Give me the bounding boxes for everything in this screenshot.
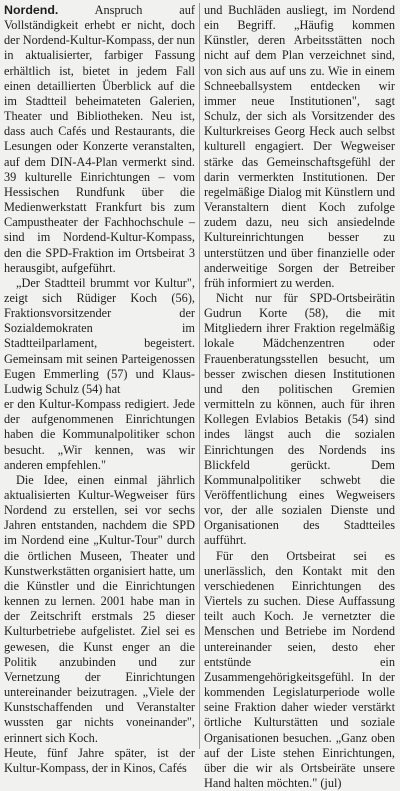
article-column-right [204, 3, 395, 790]
article-paragraph [204, 291, 395, 549]
lead-word: Nordend. [4, 3, 59, 17]
article-paragraph [4, 397, 195, 473]
paragraph-text: Heute, fünf Jahre später, ist der Kultur-Kompass, der in Kinos, Cafés [4, 745, 195, 775]
article-paragraph [4, 473, 195, 746]
paragraph-text: Nicht nur für SPD-Ortsbeirätin Gudrun Korte (58), die mit Mitgliedern ihrer Fraktion regelmäßig lokale Mädchenzentren oder Frauenberatungsstellen besucht, um besser zwischen diesen Institutionen und den politischen Gremien vermitteln zu können, auch für ihren Kollegen Evlabios Betakis (54) sind indes längst auch die sozialen Einrichtungen des Nordends ins Blickfeld gerückt. Dem Kommunalpolitiker schwebt die Veröffentlichung eines Wegweisers vor, der alle sozialen Dienste und Organisationen des Stadtteiles aufführt. [204, 290, 395, 548]
paragraph-text: und Buchläden ausliegt, im Nordend ein Begriff. „Häufig kommen Künstler, deren Arbeitsstätten noch nicht auf dem Plan verzeichnet sind, von sich aus auf uns zu. Wie in einem Schneeballsystem entdecken wir immer neue Institutionen", sagt Schulz, der sich als Vorsitzender des Kulturkreises Georg Heck auch selbst kulturell engagiert. Der Wegweiser stärke das Gemeinschaftsgefühl der darin vermerkten Institutionen. Der regelmäßige Dialog mit Künstlern und Veranstaltern dient Koch zufolge zudem dazu, neu sich ansiedelnde Kultureinrichtungen besser zu unterstützen und über finanzielle oder anderweitige Sorgen der Betreiber früh informiert zu werden. [204, 3, 395, 290]
article-column-left [4, 3, 195, 775]
article-paragraph [204, 3, 395, 291]
article-paragraph [4, 276, 195, 397]
paragraph-text: „Der Stadtteil brummt vor Kultur", zeigt sich Rüdiger Koch (56), Fraktionsvorsitzender der Sozialdemokraten im Stadtteilparlament, begeistert. Gemeinsam mit seinen Parteigenossen Eugen Emmerling (57) und Klaus-Ludwig Schulz (54) hat [4, 275, 195, 396]
paragraph-text: Die Idee, einen einmal jährlich aktualisierten Kultur-Wegweiser fürs Nordend zu erstellen, sei vor sechs Jahren entstanden, nachdem die SPD im Nordend eine „Kultur-Tour" durch die örtlichen Museen, Theater und Kunstwerkstätten organisiert hatte, um die Künstler und die Einrichtungen kennen zu lernen. 2001 habe man in der Zeitschrift erstmals 25 dieser Kulturbetriebe aufgelistet. Ziel sei es gewesen, die Kunst enger an die Politik anzubinden und zur Vernetzung der Einrichtungen untereinander beizutragen. „Viele der Kunstschaffenden und Veranstalter wussten gar nichts voneinander", erinnert sich Koch. [4, 472, 195, 745]
paragraph-text: Für den Ortsbeirat sei es unerlässlich, den Kontakt mit den verschiedenen Einrichtungen des Viertels zu suchen. Diese Auffassung teilt auch Koch. Je vernetzter die Menschen und Betriebe im Nordend untereinander seien, desto eher entstünde ein Zusammengehörigkeitsgefühl. In der kommenden Legislaturperiode wolle seine Fraktion daher wieder verstärkt örtliche Kulturstätten und soziale Organisationen besuchen. „Ganz oben auf der Liste stehen Einrichtungen, über die wir als Ortsbeiräte unsere Hand halten möchten." (jul) [204, 548, 395, 790]
column-divider [199, 3, 200, 749]
article-paragraph [4, 746, 195, 776]
article-paragraph [4, 3, 195, 276]
paragraph-text: Anspruch auf Vollständigkeit erhebt er nicht, doch der Nordend-Kultur-Kompass, der nun in aktualisierter, farbiger Fassung erhältlich ist, bietet in jedem Fall einen detaillierten Überblick auf die im Stadtteil beheimateten Galerien, Theater und Bibliotheken. Neu ist, dass auch Cafés und Restaurants, die Lesungen oder Konzerte veranstalten, auf dem DIN-A4-Plan vermerkt sind. 39 kulturelle Einrichtungen – vom Hessischen Rundfunk über die Medienwerkstatt Frankfurt bis zum Campustheater der Fachhochschule – sind im Nordend-Kultur-Kompass, den die SPD-Fraktion im Ortsbeirat 3 herausgibt, aufgeführt. [4, 3, 195, 275]
paragraph-text: er den Kultur-Kompass redigiert. Jede der aufgenommenen Einrichtungen haben die Kommunalpolitiker schon besucht. „Wir kennen, was wir anderen empfehlen." [4, 397, 195, 472]
